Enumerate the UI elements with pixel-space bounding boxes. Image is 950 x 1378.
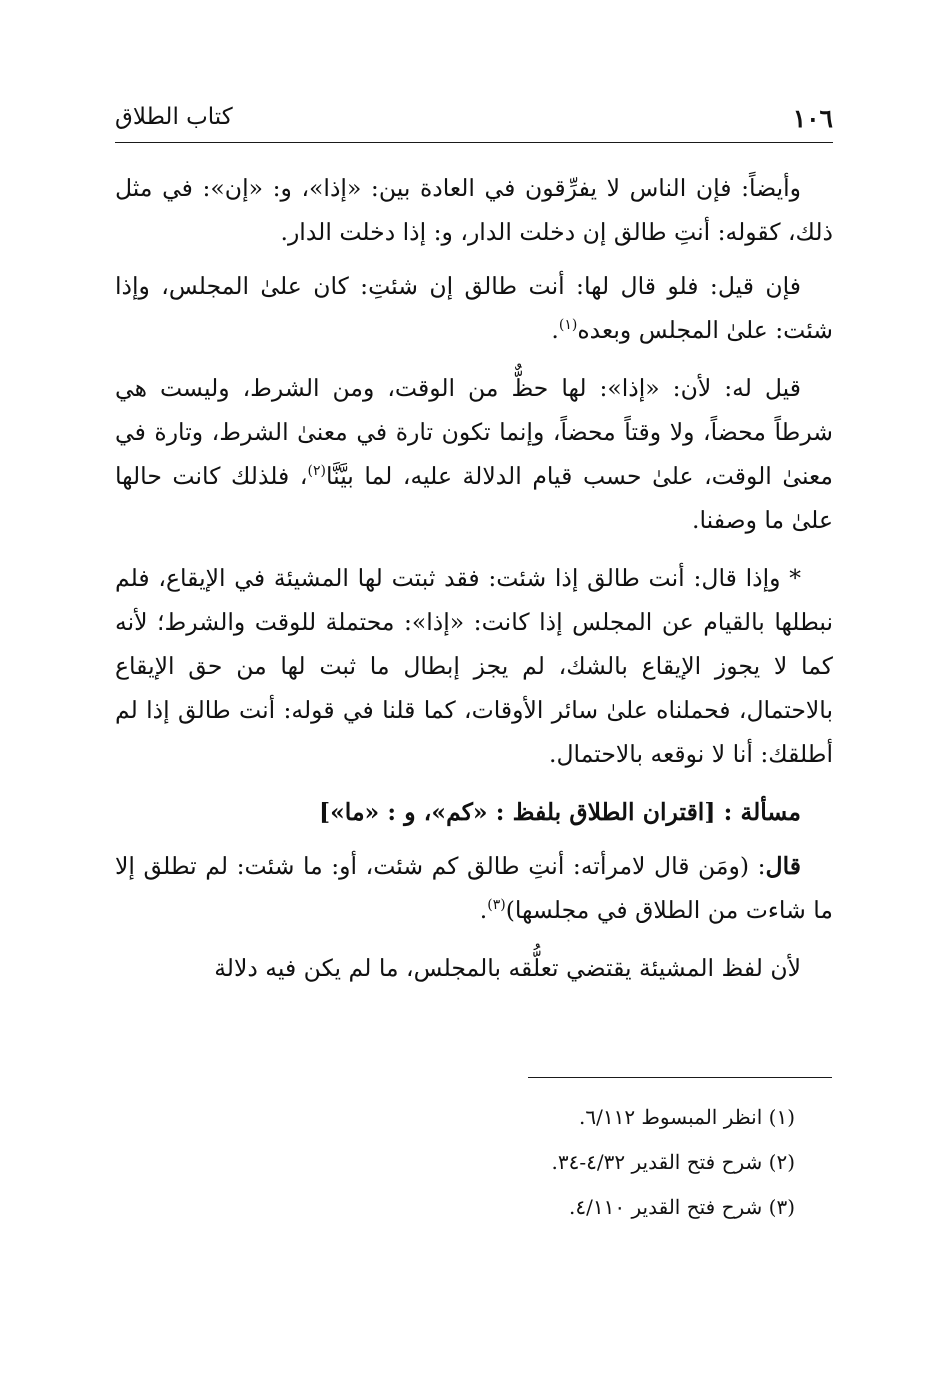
- paragraph-text: * وإذا قال: أنت طالق إذا شئت: فقد ثبتت لها المشيئة في الإيقاع، فلم نبطلها بالقيام عن المجلس إذا كانت: «إذا»: محتملة للوقت والشرط؛ لأنه كما لا يجوز الإيقاع بالشك، لم يجز إبطال ما ثبت لها من حق الإيقاع بالاحتمال، فحملناه علىٰ سائر الأوقات، كما قلنا في قوله: أنت طالق إذا لم أطلقك: أنا لا نوقعه بالاحتمال.: [115, 564, 833, 768]
- main-text: [115, 166, 833, 1004]
- quoted-ruling: [115, 844, 833, 932]
- paragraph-text: قيل له: لأن: «إذا»: لها حظٌّ من الوقت، ومن الشرط، وليست هي شرطاً محضاً، ولا وقتاً محضاً، وإنما تكون تارة في معنىٰ الشرط، وتارة في معنىٰ الوقت، علىٰ حسب قيام الدلالة عليه، لما بيَّنَّا: [115, 374, 833, 490]
- page-header: [115, 98, 833, 143]
- issue-heading: [115, 790, 833, 834]
- footnote: (١) انظر المبسوط ٦/١١٢.: [579, 1105, 795, 1129]
- issue-title: : [اقتران الطلاق بلفظ : «كم»، و : «ما»]: [319, 798, 733, 826]
- paragraph-text: لأن لفظ المشيئة يقتضي تعلُّقه بالمجلس، ما لم يكن فيه دلالة: [214, 954, 801, 982]
- paragraph: [115, 166, 833, 254]
- footnote-divider: [528, 1077, 832, 1078]
- footnote-marker: (١): [558, 317, 578, 334]
- paragraph-text: وأيضاً: فإن الناس لا يفرِّقون في العادة بين: «إذا»، و: «إن»: في مثل ذلك، كقوله: أنتِ طالق إن دخلت الدار، و: إذا دخلت الدار.: [115, 174, 833, 246]
- paragraph: [115, 264, 833, 352]
- footnote-marker: (٢): [307, 463, 326, 480]
- footnote: (٢) شرح فتح القدير ٤/٣٢-٣٤.: [551, 1150, 795, 1174]
- ruling-end: .: [479, 896, 488, 924]
- page-number: ١٠٦: [792, 104, 833, 133]
- paragraph: [115, 556, 833, 776]
- footnote-marker: (٣): [487, 897, 506, 914]
- paragraph-end: .: [551, 316, 559, 344]
- issue-label: مسألة: [740, 798, 801, 826]
- qala-label: قال: [765, 852, 801, 880]
- running-title: كتاب الطلاق: [115, 104, 233, 130]
- paragraph-text: فإن قيل: فلو قال لها: أنت طالق إن شئتِ: كان علىٰ المجلس، وإذا شئت: علىٰ المجلس وبعده: [115, 272, 833, 344]
- footnote: (٣) شرح فتح القدير ٤/١١٠.: [569, 1195, 795, 1219]
- paragraph: [115, 366, 833, 542]
- paragraph-end: ، فلذلك كانت حالها علىٰ ما وصفنا.: [115, 462, 833, 534]
- footnotes: [115, 1095, 795, 1230]
- ruling-text: : (ومَن قال لامرأته: أنتِ طالق كم شئت، أو: ما شئت: لم تطلق إلا ما شاءت من الطلاق في مجلسها): [115, 852, 833, 924]
- paragraph: [115, 946, 833, 990]
